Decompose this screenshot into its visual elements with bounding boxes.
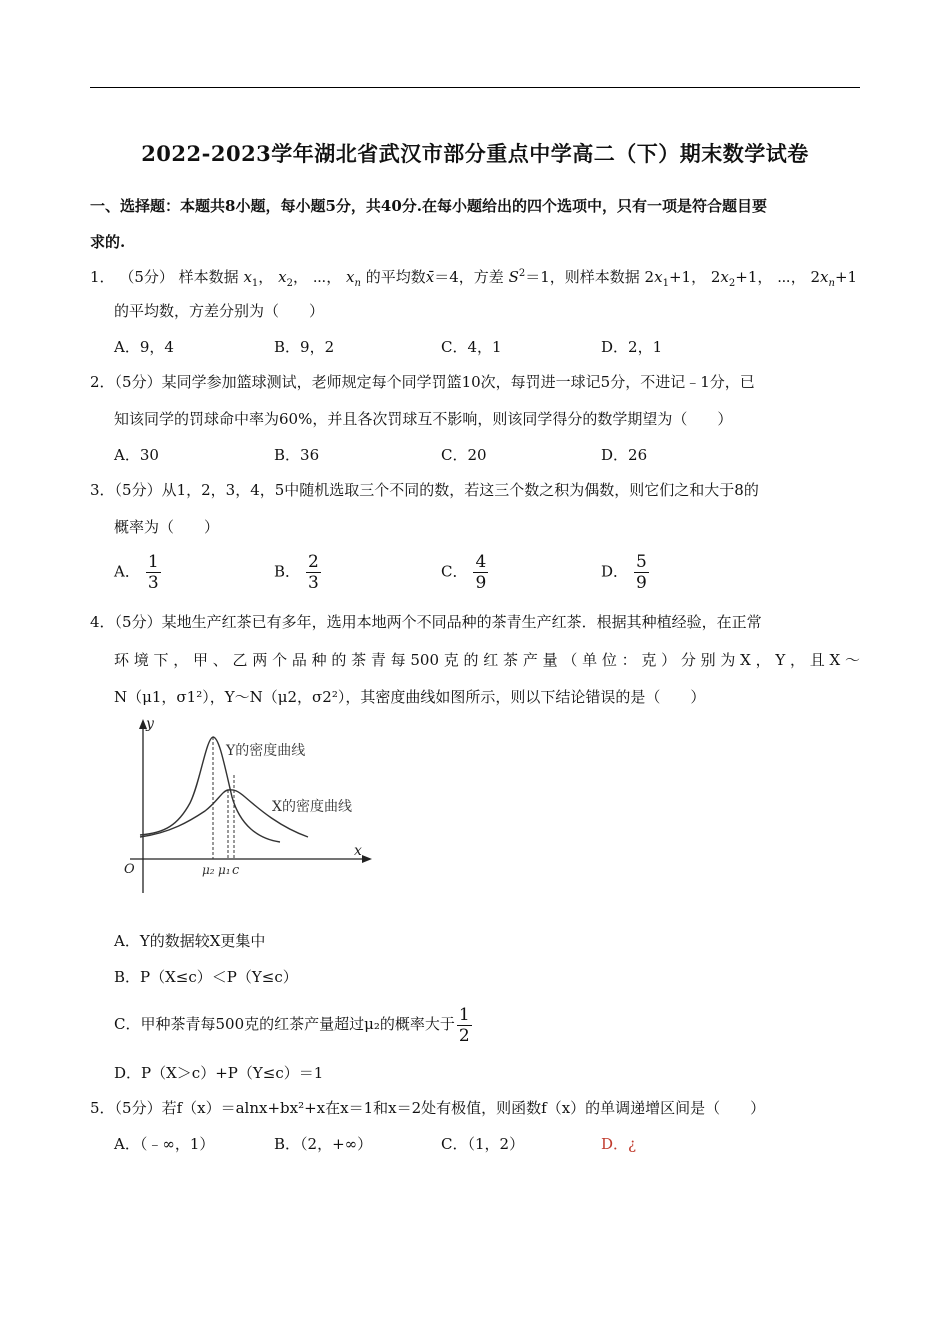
question-4-line2: 环境下，甲、乙两个品种的茶青每500克的红茶产量（单位：克）分别为X，Y，且X～	[114, 651, 860, 669]
x-curve-label: X的密度曲线	[272, 799, 352, 815]
question-score: （5分）	[119, 268, 174, 286]
question-4-line1: 4．（5分）某地生产红茶已有多年，选用本地两个不同品种的茶青生产红茶．根据其种植经验，在正常	[90, 613, 762, 631]
y-axis-label: y	[146, 716, 154, 732]
question-number: 2．	[90, 373, 115, 391]
origin-label: O	[124, 862, 135, 877]
option-d[interactable]: D．2，1	[601, 338, 663, 356]
option-c[interactable]: C．20	[441, 446, 487, 464]
fraction: $\frac{1}{3}$	[147, 552, 159, 593]
question-4-option-c[interactable]: C．甲种茶青每500克的红茶产量超过μ₂的概率大于 $\frac{1}{2}$	[114, 1004, 470, 1046]
option-c[interactable]: C． $\frac{4}{9}$	[441, 552, 487, 593]
question-2-options	[114, 445, 860, 469]
question-3-line2: 概率为（ ）	[114, 518, 220, 536]
x-axis-arrow	[362, 855, 372, 863]
section-heading	[90, 188, 860, 260]
question-number: 3．	[90, 481, 115, 499]
question-5-options	[114, 1134, 860, 1158]
fraction: $\frac{1}{2}$	[458, 1004, 470, 1046]
density-curve-figure	[110, 715, 380, 895]
question-1-line2: 的平均数，方差分别为（ ）	[114, 302, 325, 320]
question-1-line1: 1． （5分） 样本数据 $x_1$， $x_2$， ⋯， $x_n$ 的平均数x̄＝4，方差 $S^2=1$，则样本数据 $2x_1+1$， $2x_2+1$， ⋯， $2x_n+1$	[90, 268, 858, 289]
option-a[interactable]: A．（﹣∞，1）	[114, 1135, 215, 1153]
section-heading-line2: 求的.	[90, 233, 126, 251]
question-2-line1: 2．（5分）某同学参加篮球测试，老师规定每个同学罚篮10次，每罚进一球记5分，不进记﹣1分，已	[90, 373, 755, 391]
question-1-options	[114, 337, 860, 361]
option-c[interactable]: C．（1，2）	[441, 1135, 525, 1153]
question-5-line1: 5．（5分）若f（x）＝alnx+bx²+x在x＝1和x＝2处有极值，则函数f（x）的单调递增区间是（ ）	[90, 1099, 766, 1117]
question-number: 1．	[90, 268, 115, 286]
tick-mu1: μ₁	[218, 863, 231, 877]
option-a[interactable]: A． $\frac{1}{3}$	[114, 552, 159, 593]
question-4-option-b[interactable]: B．P（X≤c）＜P（Y≤c）	[114, 968, 298, 986]
x-axis-label: x	[354, 843, 362, 859]
header-rule	[90, 87, 860, 88]
question-4-option-d[interactable]: D．P（X＞c）+P（Y≤c）＝1	[114, 1064, 324, 1082]
question-number: 5．	[90, 1099, 115, 1117]
option-d[interactable]: D．26	[601, 446, 648, 464]
question-4-line3: N（μ1，σ1²），Y～N（μ2，σ2²），其密度曲线如图所示，则以下结论错误的是（ ）	[114, 688, 706, 706]
question-2-line2: 知该同学的罚球命中率为60%，并且各次罚球互不影响，则该同学得分的数学期望为（ ）	[114, 410, 733, 428]
option-a[interactable]: A．9，4	[114, 338, 174, 356]
option-d[interactable]: D． $\frac{5}{9}$	[601, 552, 647, 593]
page-title: 2022-2023学年湖北省武汉市部分重点中学高二（下）期末数学试卷	[141, 141, 809, 166]
option-b[interactable]: B．（2，+∞）	[274, 1135, 373, 1153]
option-b[interactable]: B． $\frac{2}{3}$	[274, 552, 319, 593]
y-curve-label: Y的密度曲线	[226, 743, 306, 759]
option-d[interactable]: D．¿	[601, 1135, 637, 1153]
tick-mu2: μ₂	[202, 863, 215, 877]
mean-symbol: x̄	[425, 268, 435, 286]
section-heading-line1: 一、选择题：本题共8小题，每小题5分，共40分.在每小题给出的四个选项中，只有一项是符合题目要	[90, 197, 767, 215]
option-b[interactable]: B．9，2	[274, 338, 335, 356]
question-3-options	[114, 552, 860, 596]
question-4-option-a[interactable]: A．Y的数据较X更集中	[114, 932, 266, 950]
tick-c: c	[232, 863, 240, 878]
fraction: $\frac{4}{9}$	[475, 552, 487, 593]
fraction: $\frac{5}{9}$	[636, 552, 647, 593]
question-3-line1: 3．（5分）从1，2，3，4，5中随机选取三个不同的数，若这三个数之积为偶数，则它们之和大于8的	[90, 481, 759, 499]
fraction: $\frac{2}{3}$	[308, 552, 319, 593]
option-a[interactable]: A．30	[114, 446, 159, 464]
option-c[interactable]: C．4，1	[441, 338, 502, 356]
option-b[interactable]: B．36	[274, 446, 320, 464]
question-number: 4．	[90, 613, 115, 631]
